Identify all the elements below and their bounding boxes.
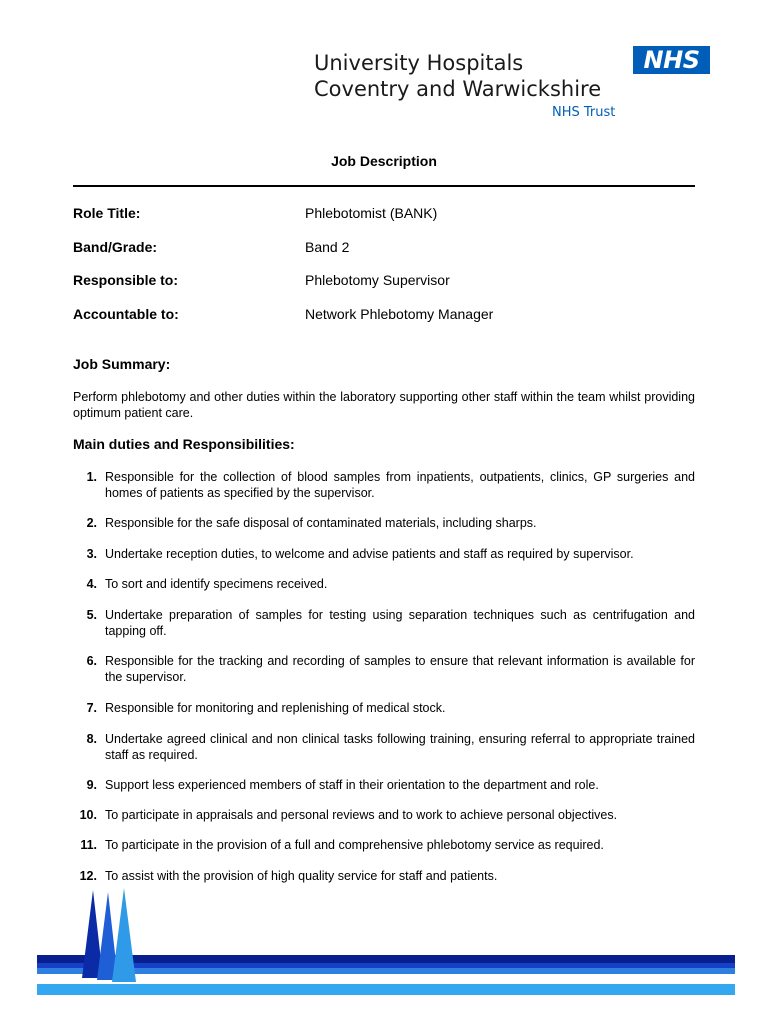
nhs-logo: NHS — [633, 46, 710, 74]
info-value: Network Phlebotomy Manager — [305, 305, 494, 322]
info-label: Band/Grade: — [73, 238, 158, 255]
footer-band-light — [37, 968, 735, 974]
list-item-text: To assist with the provision of high quality service for staff and patients. — [105, 869, 498, 883]
spike-shape — [112, 888, 136, 982]
list-item-number: 9. — [86, 778, 97, 792]
list-item-text: Responsible for monitoring and replenishing of medical stock. — [105, 701, 446, 715]
job-summary-heading: Job Summary: — [73, 356, 171, 372]
list-item-number: 7. — [86, 701, 97, 715]
list-item-number: 11. — [80, 838, 97, 852]
list-item-text: Responsible for the tracking and recording of samples to ensure that relevant information is available for the supervisor. — [105, 654, 695, 684]
list-item-number: 5. — [86, 608, 97, 622]
list-item-text: To sort and identify specimens received. — [105, 577, 328, 591]
nhs-trust-label: NHS Trust — [552, 105, 616, 120]
list-item-number: 3. — [86, 547, 97, 561]
list-item-number: 10. — [79, 808, 97, 822]
document-title: Job Description — [331, 153, 437, 169]
footer-band-dark — [37, 955, 735, 963]
list-item-number: 12. — [79, 869, 97, 883]
info-label: Accountable to: — [73, 305, 179, 322]
list-item-number: 1. — [86, 470, 97, 484]
list-item-text: Undertake reception duties, to welcome and advise patients and staff as required by supervisor. — [105, 547, 634, 561]
list-item-text: To participate in the provision of a full and comprehensive phlebotomy service as required. — [105, 838, 604, 852]
organisation-name-line1: University Hospitals — [314, 51, 524, 75]
list-item-text: Undertake agreed clinical and non clinical tasks following training, ensuring referral to appropriate trained staff as required. — [105, 732, 695, 762]
footer-band-gap — [37, 974, 735, 984]
info-value: Phlebotomy Supervisor — [305, 272, 450, 288]
list-item-number: 4. — [86, 577, 97, 591]
job-summary-text: Perform phlebotomy and other duties within the laboratory supporting other staff within the team whilst providing optimum patient care. — [73, 390, 695, 420]
list-item-text: To participate in appraisals and personal reviews and to work to achieve personal objectives. — [105, 808, 618, 822]
footer-band-mid — [37, 963, 735, 968]
list-item-text: Support less experienced members of staff in their orientation to the department and role. — [105, 778, 599, 792]
list-item-number: 2. — [86, 516, 97, 530]
list-item-number: 8. — [86, 732, 97, 746]
info-label: Role Title: — [73, 205, 141, 221]
organisation-name-line2: Coventry and Warwickshire — [314, 77, 602, 101]
list-item-text: Responsible for the safe disposal of contaminated materials, including sharps. — [105, 516, 537, 530]
duties-heading: Main duties and Responsibilities: — [73, 436, 295, 452]
info-label: Responsible to: — [73, 272, 179, 288]
info-value: Band 2 — [305, 238, 350, 255]
footer-band-sky — [37, 984, 735, 995]
info-value: Phlebotomist (BANK) — [305, 205, 438, 221]
list-item-number: 6. — [86, 654, 97, 668]
list-item-text: Responsible for the collection of blood samples from inpatients, outpatients, clinics, GP surgeries and homes of patients as specified by the supervisor. — [105, 470, 695, 500]
list-item-text: Undertake preparation of samples for testing using separation techniques such as centrifugation and tapping off. — [105, 608, 695, 638]
